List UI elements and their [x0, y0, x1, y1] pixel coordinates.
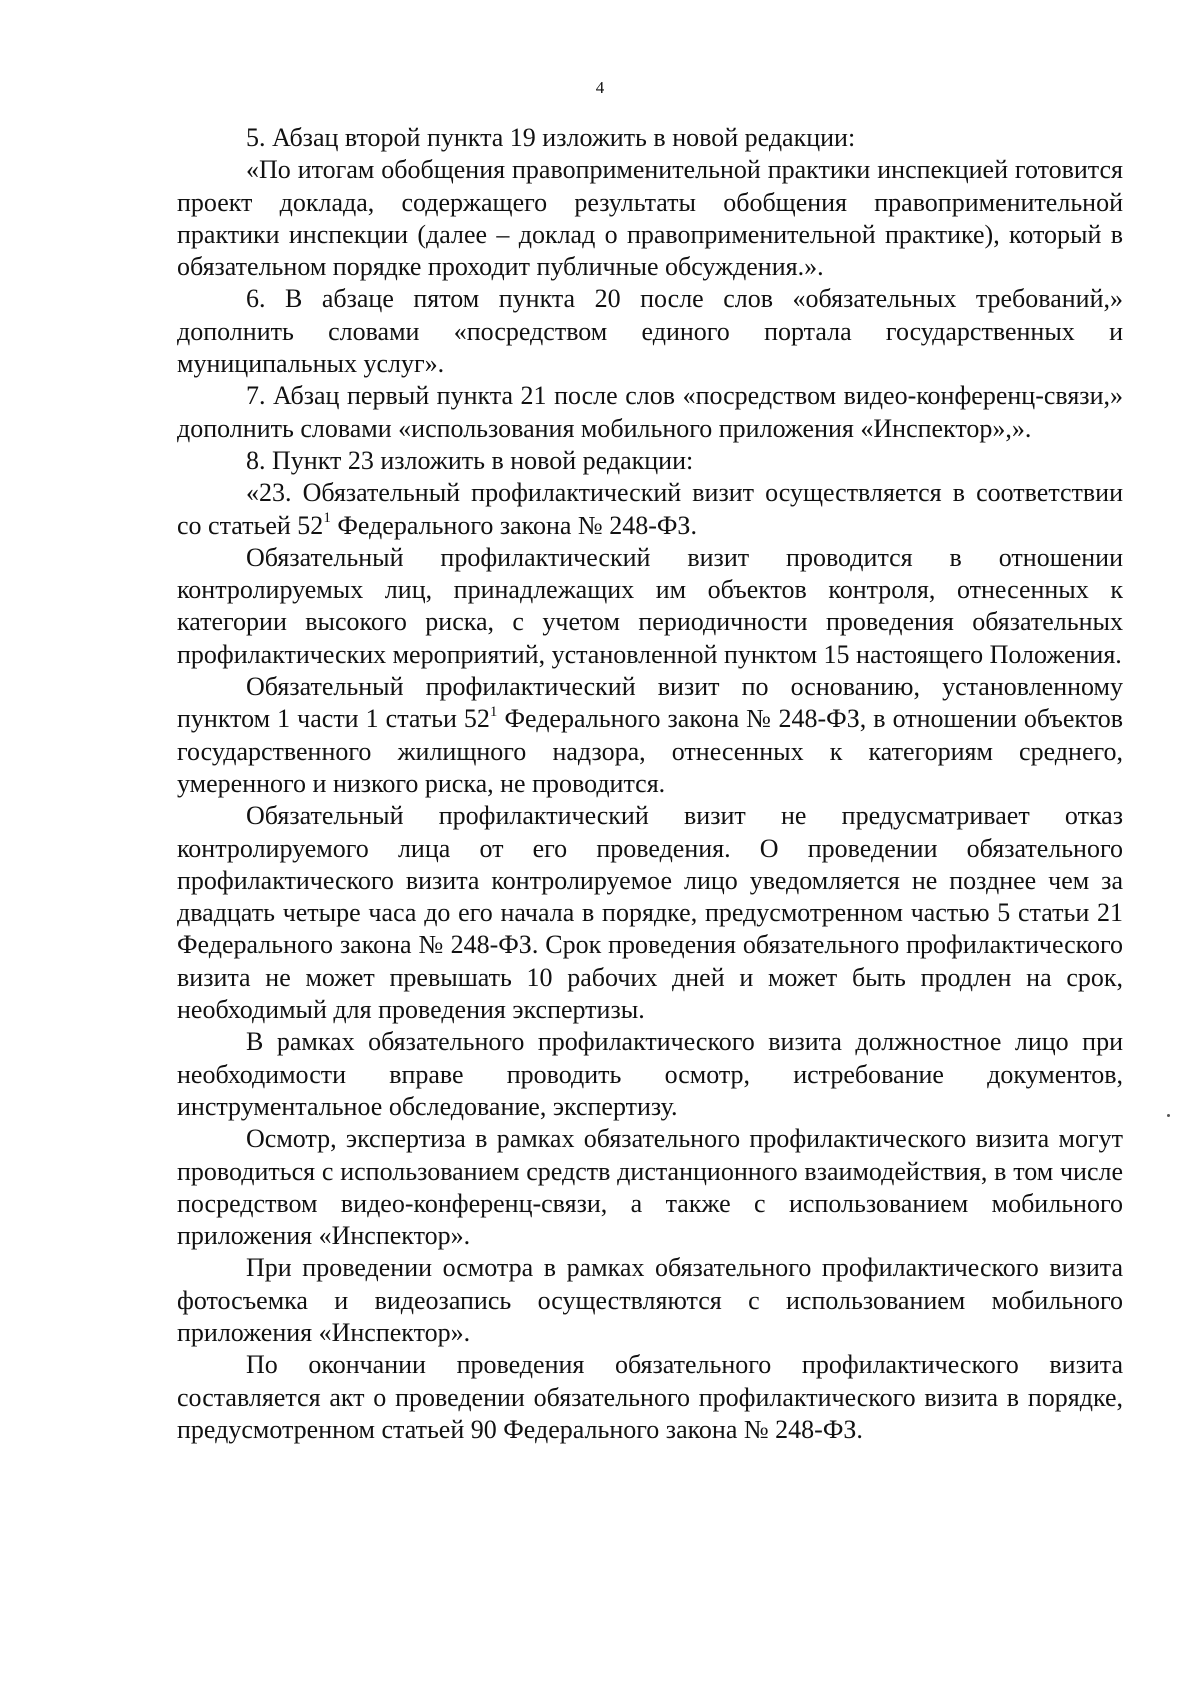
paragraph-amendment-7: 7. Абзац первый пункта 21 после слов «посредством видео-конференц-связи,» дополнить словами «использования мобильного приложения «Инспектор»,».: [177, 381, 1123, 443]
paragraph-high-risk: Обязательный профилактический визит проводится в отношении контролируемых лиц, принадлежащих им объектов контроля, отнесенных к категории высокого риска, с учетом периодичности проведения обязательных профилактических мероприятий, установленной пунктом 15 настоящего Положения.: [177, 542, 1123, 669]
paragraph-basis: [177, 671, 1123, 800]
superscript-article-index: 1: [323, 509, 331, 526]
paragraph-inspection-actions: В рамках обязательного профилактического визита должностное лицо при необходимости вправе проводить осмотр, истребование документов, инструментальное обследование, экспертизу.: [177, 1027, 1123, 1121]
paragraph-act: По окончании проведения обязательного профилактического визита составляется акт о проведении обязательного профилактического визита в порядке, предусмотренном статьей 90 Федерального закона № 248-ФЗ.: [177, 1350, 1123, 1444]
paragraph-photo-video: При проведении осмотра в рамках обязательного профилактического визита фотосъемка и видеозапись осуществляются с использованием мобильного приложения «Инспектор».: [177, 1253, 1123, 1347]
paragraph-amendment-5-text: «По итогам обобщения правоприменительной практики инспекцией готовится проект доклада, содержащего результаты обобщения правоприменительной практики инспекции (далее – доклад о правоприменительной практике), который в обязательном порядке проходит публичные обсуждения.».: [177, 155, 1123, 282]
paragraph-amendment-8: 8. Пункт 23 изложить в новой редакции:: [246, 445, 694, 475]
paragraph-item-23-text: «23. Обязательный профилактический визит осуществляется в соответствии со статьей 52: [177, 478, 1123, 540]
document-body: [177, 122, 1123, 1446]
paragraph-amendment-6: 6. В абзаце пятом пункта 20 после слов «обязательных требований,» дополнить словами «посредством единого портала государственных и муниципальных услуг».: [177, 284, 1123, 379]
paragraph-basis-text: Обязательный профилактический визит по основанию, установленному пунктом 1 части 1 статьи 52: [177, 672, 1123, 734]
superscript-article-index: 1: [489, 703, 498, 720]
page-number: 4: [595, 78, 605, 97]
paragraph-remote-interaction: Осмотр, экспертиза в рамках обязательного профилактического визита могут проводиться с использованием средств дистанционного взаимодействия, в том числе посредством видео-конференц-связи, а также с использованием мобильного приложения «Инспектор».: [177, 1124, 1123, 1251]
paragraph-item-23: [177, 477, 1123, 542]
paragraph-item-23-tail: Федерального закона № 248-ФЗ.: [330, 510, 697, 540]
scan-speck: [1167, 1114, 1170, 1117]
paragraph-basis-tail: Федерального закона № 248-ФЗ, в отношении объектов государственного жилищного надзора, отнесенных к категориям среднего, умеренного и низкого риска, не проводится.: [177, 704, 1123, 798]
paragraph-amendment-5: 5. Абзац второй пункта 19 изложить в новой редакции:: [246, 123, 856, 152]
paragraph-no-refusal: Обязательный профилактический визит не предусматривает отказ контролируемого лица от его проведения. О проведении обязательного профилактического визита контролируемое лицо уведомляется не позднее чем за двадцать четыре часа до его начала в порядке, предусмотренном частью 5 статьи 21 Федерального закона № 248-ФЗ. Срок проведения обязательного профилактического визита не может превышать 10 рабочих дней и может быть продлен на срок, необходимый для проведения экспертизы.: [177, 801, 1123, 1025]
